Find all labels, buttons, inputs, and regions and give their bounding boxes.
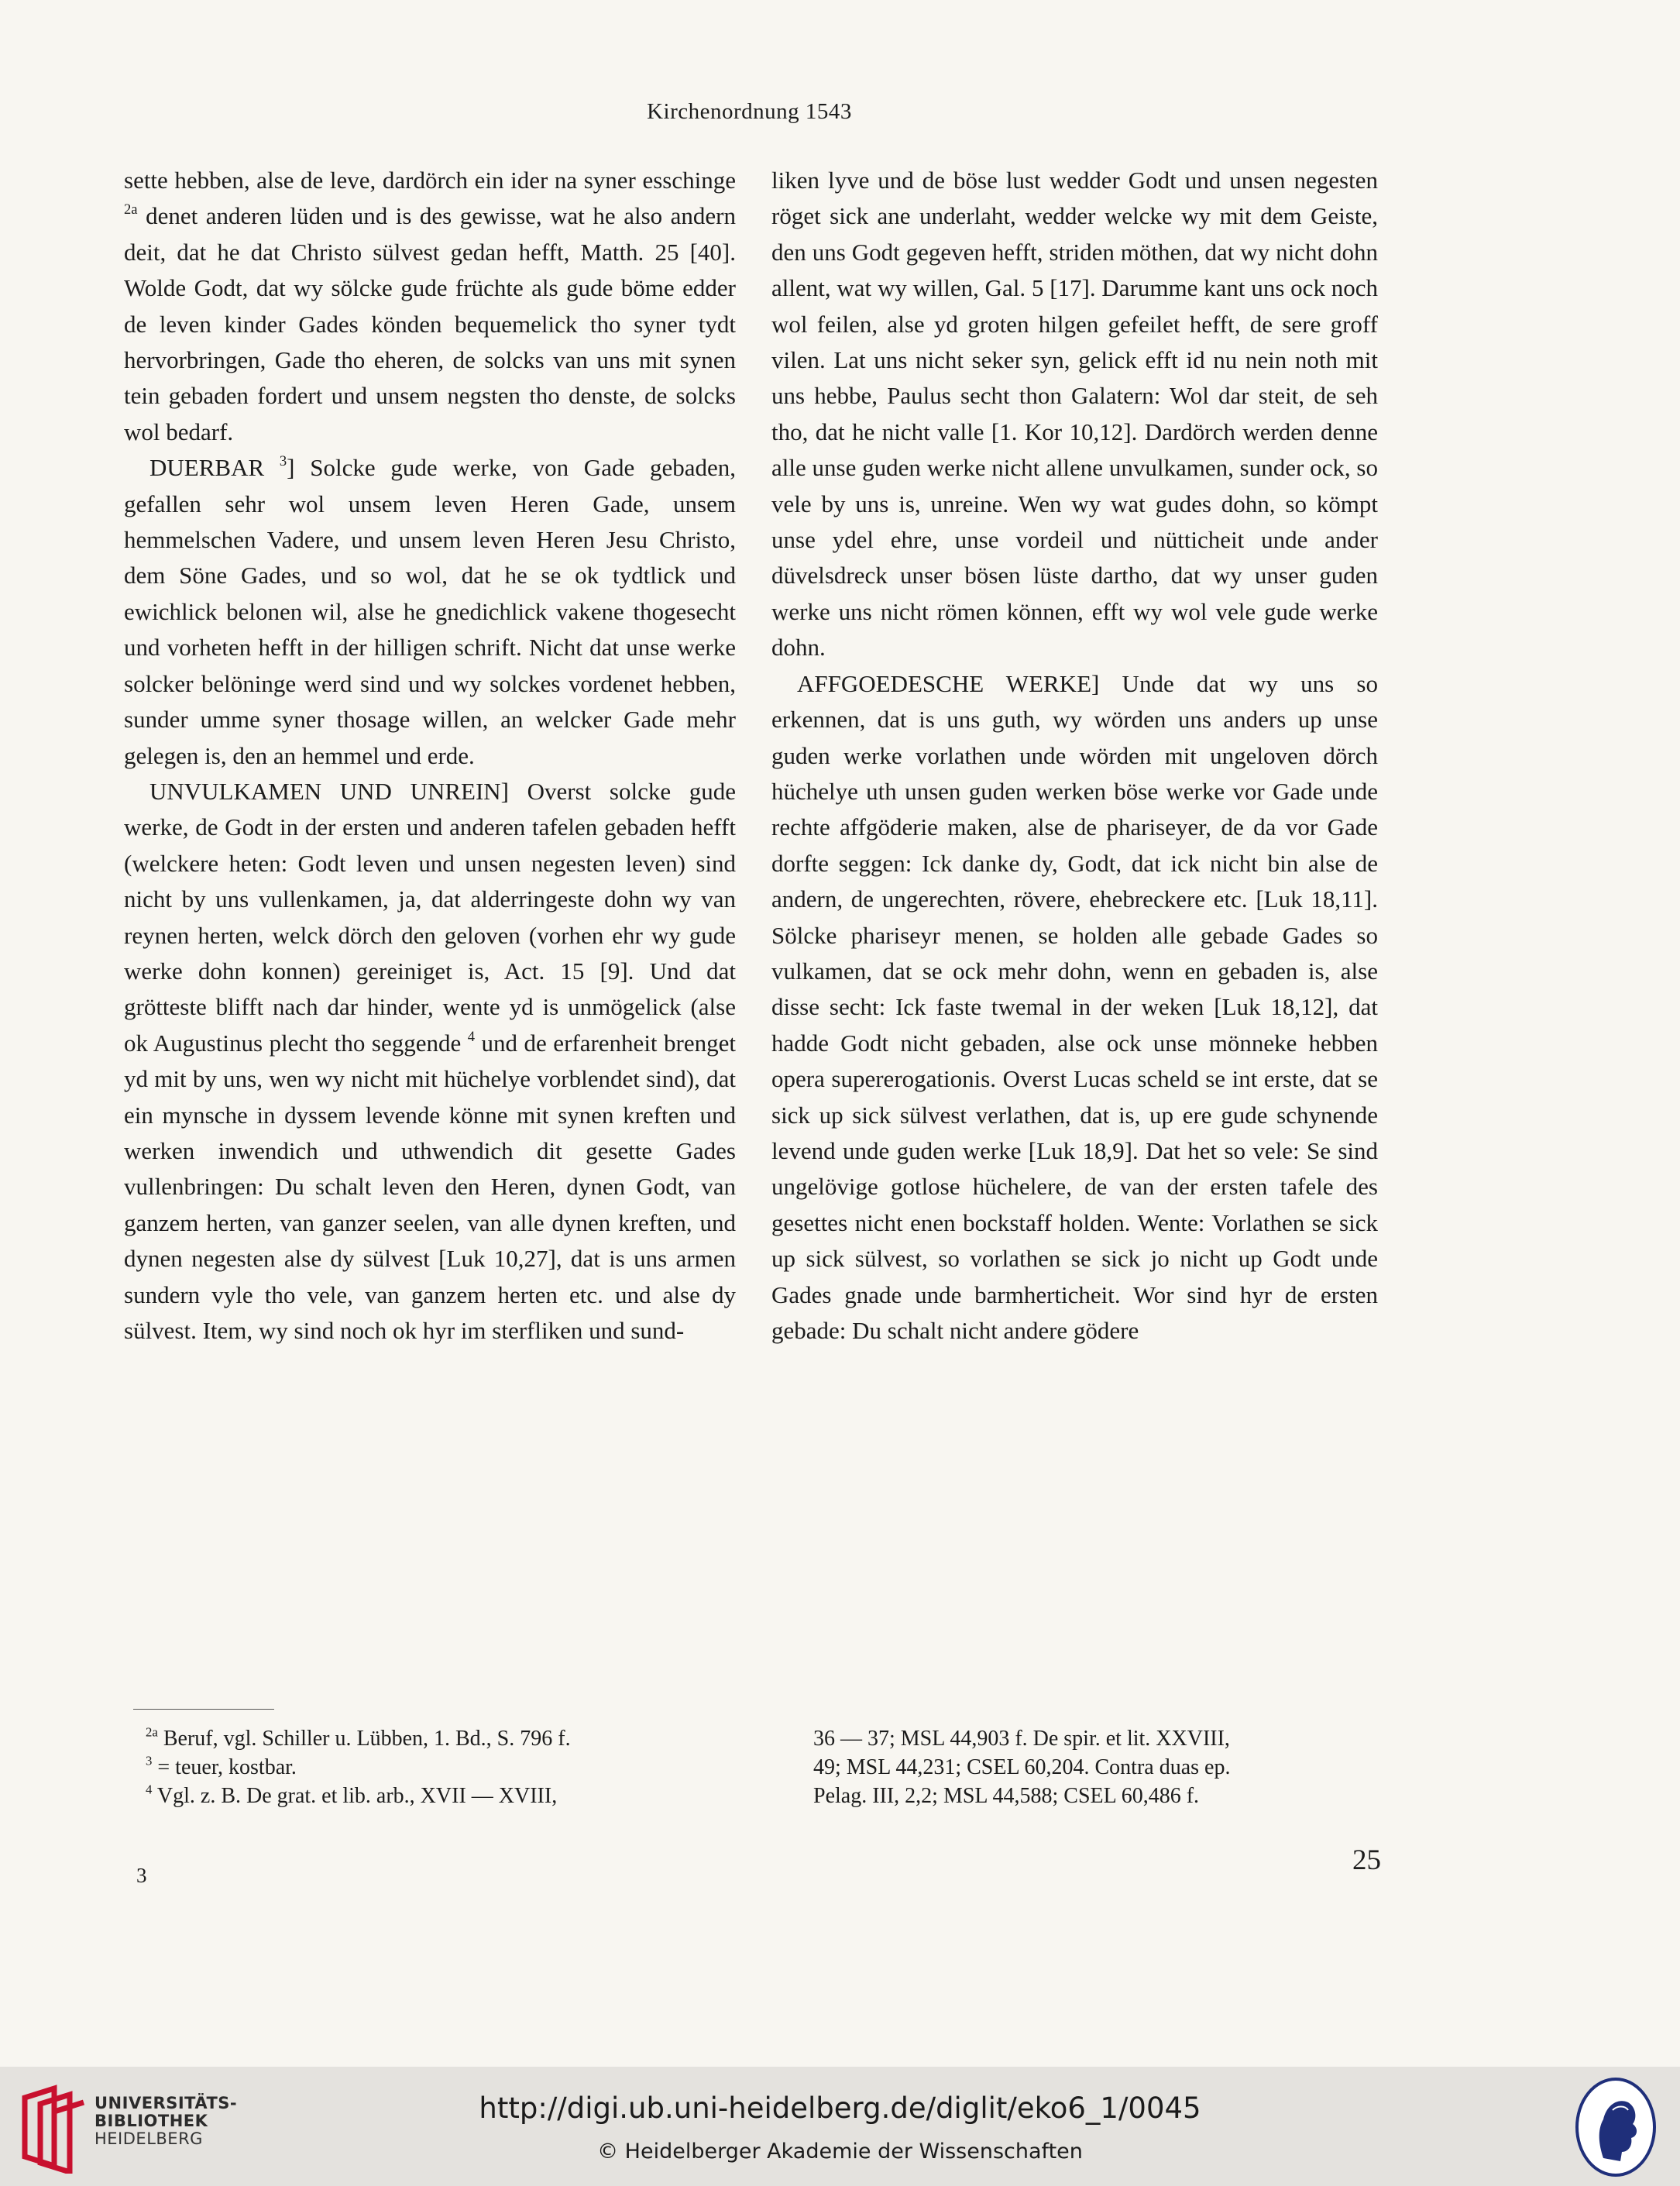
footnote-4-continued: Pelag. III, 2,2; MSL 44,588; CSEL 60,486 f. bbox=[813, 1784, 1200, 1808]
paragraph: DUERBAR $^3$] Solcke gude werke, von Gade gebaden, gefallen sehr wol unsem leven Heren Gade, unsem hemmelschen Vadere, und unsem leven Heren Jesu Christo, dem Söne Gades, und so wol, dat he se ok tydtlick und ewichlick belonen wil, alse he gnedichlick vakene thogesecht und vorheten hefft in der hilligen schrift. Nicht dat unse werke solcker belöninge werd sind und wy solckes vordenet hebben, sunder umme syner thosage willen, an welcker Gade mehr gelegen is, den an hemmel und erde. bbox=[124, 453, 736, 769]
footnote-3: $^3$ = teuer, kostbar. bbox=[146, 1753, 297, 1779]
footnote-4: $^4$ Vgl. z. B. De grat. et lib. arb., XVII — XVIII, bbox=[146, 1782, 558, 1808]
viewer-footer-bar bbox=[0, 2067, 1680, 2186]
footnote-divider bbox=[133, 1709, 274, 1710]
signature-mark: 3 bbox=[136, 1864, 147, 1887]
footnote-ref[interactable]: 3 bbox=[279, 453, 287, 470]
paragraph: AFFGOEDESCHE WERKE] Unde dat wy uns so erkennen, dat is uns guth, wy wörden uns anders up unse guden werke vorlathen unde wörden mit ungeloven dörch hüchelye uth unsen guden werken böse werke vor Gade unde rechte affgöderie maken, alse de phariseyer, de da vor Gade dorfte seggen: Ick danke dy, Godt, dat ick nicht bin alse de andern, de ungerechten, rövere, ehebreckere etc. [Luk 18,11]. Sölcke phariseyr menen, se holden alle gebade Gades so vulkamen, dat se ock mehr dohn, wenn en gebaden is, alse disse secht: Ick faste twemal in der weken [Luk 18,12], dat hadde Godt nicht gebaden, alse ock unse mönneke hebben opera supererogationis. Overst Lucas scheld se int erste, dat se sick up sick sülvest verlathen, dat is, up ere gude schynende levend unde guden werke [Luk 18,9]. Dat het so vele: Se sind ungelövige gotlose hüchelere, de van der ersten tafele des gesettes nicht enen bockstaff holden. Wente: Vorlathen se sick up sick sülvest, so vorlathen se sick jo nicht up Godt unde Gades gnade unde barmherticheit. Wor sind hyr de ersten gebade: Du schalt nicht andere gödere bbox=[771, 669, 1378, 1344]
paragraph: liken lyve und de böse lust wedder Godt und unsen negesten röget sick ane underlaht, wedder welcke wy mit dem Geiste, den uns Godt gegeven hefft, striden möthen, dat wy nicht dohn allent, wat wy willen, Gal. 5 [17]. Darumme kant uns ock noch wol feilen, alse yd groten hilgen gefeilet hefft, de sere groff vilen. Lat uns nicht seker syn, gelick efft id nu nein noth mit uns hebbe, Paulus secht thon Galatern: Wol dar steit, de seh tho, dat he nicht valle [1. Kor 10,12]. Dardörch werden denne alle unse guden werke nicht allene unvulkamen, sunder ock, so vele by uns is, unreine. Wen wy wat gudes dohn, so kömpt unse ydel ehre, unse vordeil und nütticheit unde ander düvelsdreck unser bösen lüste dartho, dat wy unser guden werke uns nicht römen können, efft wy wol vele gude werke dohn. bbox=[771, 167, 1378, 662]
footnotes-left bbox=[146, 1724, 742, 1810]
footnote-4-continued: 36 — 37; MSL 44,903 f. De spir. et lit. XXVIII, bbox=[813, 1727, 1230, 1751]
copyright-notice: © Heidelberger Akademie der Wissenschaften bbox=[597, 2140, 1083, 2164]
page-number: 25 bbox=[1352, 1844, 1381, 1876]
library-name: UNIVERSITÄTS- BIBLIOTHEK HEIDELBERG bbox=[94, 2094, 238, 2148]
running-head: Kirchenordnung 1543 bbox=[647, 99, 852, 124]
right-text-column bbox=[771, 163, 1378, 1349]
permalink-url[interactable]: http://digi.ub.uni-heidelberg.de/diglit/eko6_1/0045 bbox=[479, 2091, 1201, 2125]
footnote-ref[interactable]: 4 bbox=[467, 1028, 476, 1045]
academy-seal-icon[interactable] bbox=[1572, 2074, 1659, 2180]
footnote-4-continued: 49; MSL 44,231; CSEL 60,204. Contra duas ep. bbox=[813, 1755, 1231, 1779]
paragraph: sette hebben, alse de leve, dardörch ein ider na syner esschinge $^{2a}$ denet anderen lüden und is des gewisse, wat he also andern deit, dat he dat Christo sülvest gedan hefft, Matth. 25 [40]. Wolde Godt, dat wy sölcke gude früchte als gude böme edder de leven kinder Gades könden bequemelick tho syner tydt hervorbringen, Gade tho eheren, de solcks van uns mit synen tein gebaden fordert und unsem negsten tho denste, de solcks wol bedarf. bbox=[124, 167, 736, 445]
footnotes-right bbox=[813, 1724, 1396, 1810]
footnote-ref[interactable]: 2a bbox=[124, 201, 138, 218]
left-text-column bbox=[124, 163, 736, 1349]
footnote-2a: $^{2a}$ Beruf, vgl. Schiller u. Lübben, 1. Bd., S. 796 f. bbox=[146, 1724, 571, 1751]
paragraph: UNVULKAMEN UND UNREIN] Overst solcke gude werke, de Godt in der ersten und anderen tafelen gebaden hefft (welckere heten: Godt leven und unsen negesten leven) sind nicht by uns vullenkamen, ja, dat alderringeste dohn wy van reynen herten, welck dörch den geloven (vorhen ehr wy gude werke dohn konnen) gereiniget is, Act. 15 [9]. Und dat grötteste blifft nach dar hinder, wente yd is unmögelick (alse ok Augustinus plecht tho seggende $^4$ und de erfarenheit brenget yd mit by uns, wen wy nicht mit hüchelye vorblendet sind), dat ein mynsche in dyssem levende könne mit synen kreften und werken inwendich und uthwendich dit gesette Gades vullenbringen: Du schalt leven den Heren, dynen Godt, van ganzem herten, van ganzer seelen, van alle dynen kreften, und dynen negesten alse dy sülvest [Luk 10,27], dat is uns armen sundern vyle tho vele, van ganzem herten etc. und alse dy sülvest. Item, wy sind noch ok hyr im sterfliken und sund- bbox=[124, 777, 737, 1344]
